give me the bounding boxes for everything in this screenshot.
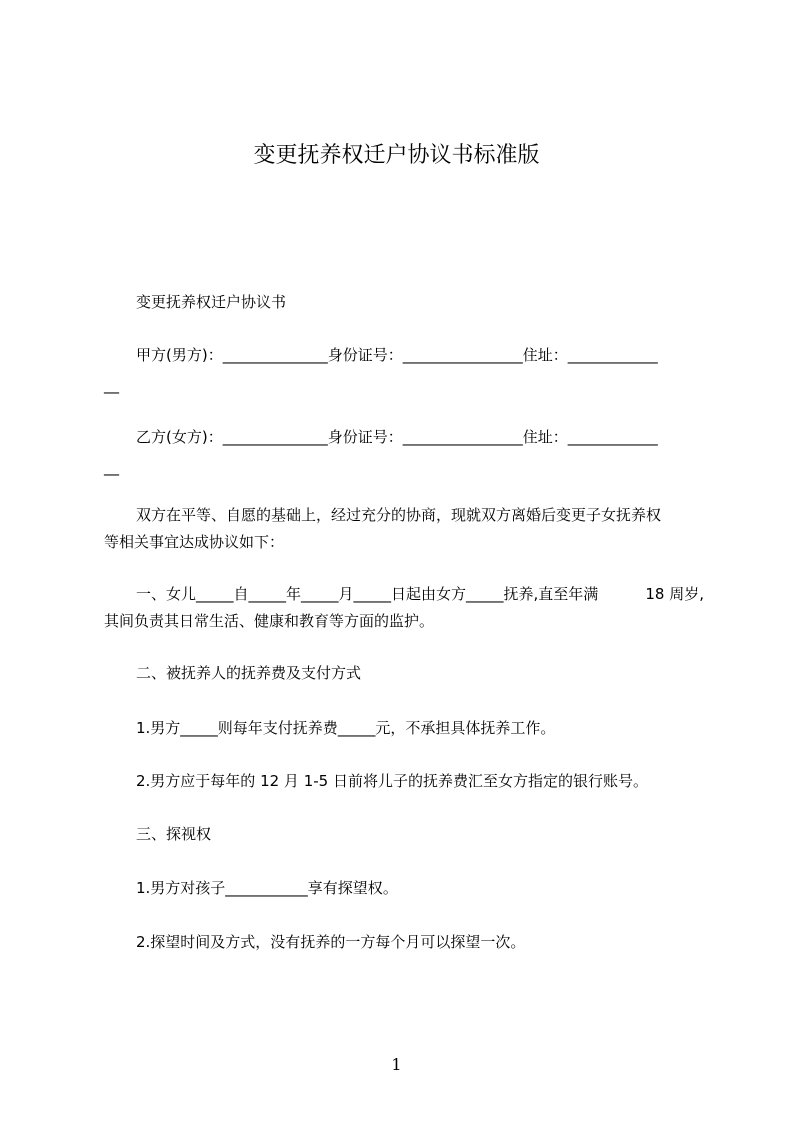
item-annual-fee: 1.男方_____则每年支付抚养费_____元，不承担具体抚养工作。 [136, 719, 556, 737]
party-a-line: 甲方(男方)：______________身份证号：________________住址：____________ [136, 346, 658, 364]
clause1-line2: 其间负责其日常生活、健康和教育等方面的监护。 [104, 612, 435, 630]
item-visitation-right: 1.男方对孩子___________享有探望权。 [136, 879, 398, 897]
party-b-line: 乙方(女方)：______________身份证号：________________住址：____________ [136, 428, 658, 446]
document-subtitle: 变更抚养权迁户协议书 [136, 293, 287, 311]
item-visitation-schedule: 2.探望时间及方式，没有抚养的一方每个月可以探望一次。 [136, 933, 526, 951]
party-a-line-continued: __ [104, 376, 119, 394]
intro-paragraph-line2: 等相关事宜达成协议如下： [104, 533, 285, 551]
document-title: 变更抚养权迁户协议书标准版 [253, 143, 540, 168]
item-payment-deadline: 2.男方应于每年的 12 月 1-5 日前将儿子的抚养费汇至女方指定的银行账号。 [136, 772, 648, 790]
intro-paragraph-line1: 双方在平等、自愿的基础上，经过充分的协商，现就双方离婚后变更子女抚养权 [136, 506, 662, 524]
party-b-line-continued: __ [104, 458, 119, 476]
heading-support-fee: 二、被抚养人的抚养费及支付方式 [136, 664, 362, 682]
clause1-text: 一、女儿_____自_____年_____月_____日起由女方_____抚养,直至年满 [136, 585, 599, 603]
clause1-age: 18 周岁, [645, 585, 704, 603]
heading-visitation: 三、探视权 [136, 825, 212, 843]
page-number: 1 [391, 1055, 402, 1074]
clause1-line1 [104, 583, 704, 605]
